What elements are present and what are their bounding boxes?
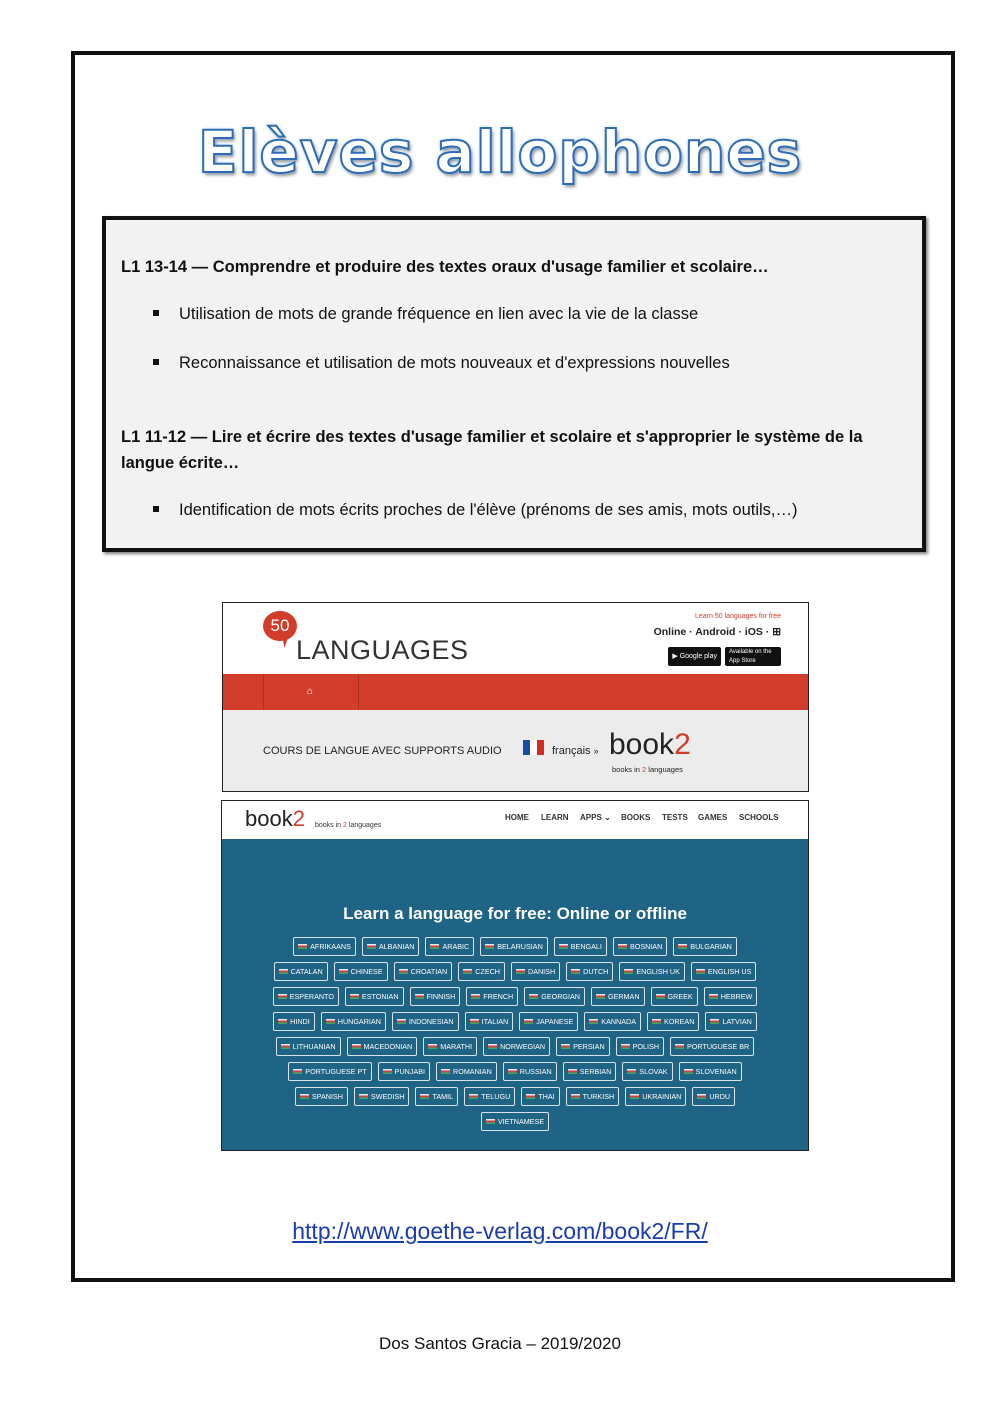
menu-schools[interactable]: SCHOOLS <box>739 813 779 822</box>
language-row <box>222 962 808 981</box>
language-row <box>222 1062 808 1081</box>
language-button[interactable]: GREEK <box>651 987 698 1006</box>
flag-icon <box>697 1094 706 1099</box>
flag-icon <box>684 1069 693 1074</box>
flag-icon <box>624 969 633 974</box>
language-button[interactable]: CHINESE <box>334 962 388 981</box>
language-button[interactable]: BELARUSIAN <box>480 937 548 956</box>
language-button[interactable]: ROMANIAN <box>436 1062 497 1081</box>
objective-bullet: Utilisation de mots de grande fréquence en lien avec la vie de la classe <box>153 305 698 324</box>
flag-icon <box>678 944 687 949</box>
language-label[interactable]: français » <box>552 745 599 757</box>
objectives-box <box>102 216 926 552</box>
book2-tagline: books in 2 languages <box>612 765 683 774</box>
language-row <box>222 1087 808 1106</box>
language-button[interactable]: DUTCH <box>566 962 613 981</box>
flag-icon <box>383 1069 392 1074</box>
language-button[interactable]: CZECH <box>458 962 505 981</box>
language-button[interactable]: MACEDONIAN <box>347 1037 418 1056</box>
flag-icon <box>367 944 376 949</box>
flag-icon <box>524 1019 533 1024</box>
book2-logo[interactable]: book2 <box>245 806 305 831</box>
language-button[interactable]: UKRAINIAN <box>625 1087 686 1106</box>
language-button[interactable]: URDU <box>692 1087 735 1106</box>
flag-icon <box>279 969 288 974</box>
language-button[interactable]: PORTUGUESE BR <box>670 1037 754 1056</box>
flag-icon <box>428 1044 437 1049</box>
language-button[interactable]: FINNISH <box>410 987 461 1006</box>
language-button[interactable]: BENGALI <box>554 937 607 956</box>
logo-bubble: 50 <box>263 611 297 641</box>
language-row <box>222 1037 808 1056</box>
language-button[interactable]: AFRIKAANS <box>293 937 356 956</box>
language-button[interactable]: PORTUGUESE PT <box>288 1062 371 1081</box>
language-button[interactable]: JAPANESE <box>519 1012 578 1031</box>
language-button[interactable]: LITHUANIAN <box>276 1037 341 1056</box>
language-button[interactable]: ESTONIAN <box>345 987 404 1006</box>
language-button[interactable]: SERBIAN <box>563 1062 617 1081</box>
language-button[interactable]: BULGARIAN <box>673 937 737 956</box>
flag-icon <box>339 969 348 974</box>
book2-hero <box>222 839 808 1150</box>
language-button[interactable]: ESPERANTO <box>273 987 339 1006</box>
flag-icon <box>326 1019 335 1024</box>
language-button[interactable]: INDONESIAN <box>392 1012 459 1031</box>
google-play-badge[interactable]: ▶ Google play <box>668 647 721 666</box>
flag-icon <box>571 1094 580 1099</box>
language-button[interactable]: ENGLISH UK <box>619 962 685 981</box>
flag-icon <box>696 969 705 974</box>
bullet-icon <box>153 506 159 512</box>
flag-icon <box>621 1044 630 1049</box>
language-button[interactable]: TAMIL <box>415 1087 458 1106</box>
flag-icon <box>488 1044 497 1049</box>
flag-icon <box>298 944 307 949</box>
france-flag-icon <box>523 740 544 755</box>
language-button[interactable]: GERMAN <box>591 987 645 1006</box>
flag-icon <box>571 969 580 974</box>
language-row <box>222 1112 808 1131</box>
flag-icon <box>399 969 408 974</box>
language-button[interactable]: PUNJABI <box>378 1062 430 1081</box>
language-button[interactable]: TURKISH <box>566 1087 620 1106</box>
language-button[interactable]: SPANISH <box>295 1087 348 1106</box>
language-button[interactable]: GEORGIAN <box>524 987 585 1006</box>
flag-icon <box>627 1069 636 1074</box>
flag-icon <box>441 1069 450 1074</box>
menu-books[interactable]: BOOKS <box>621 813 651 822</box>
language-row <box>222 1012 808 1031</box>
objective-heading-1: L1 13-14 — Comprendre et produire des textes oraux d'usage familier et scolaire… <box>121 258 769 276</box>
flag-icon <box>561 1044 570 1049</box>
nav-bar <box>223 674 808 710</box>
language-button[interactable]: THAI <box>521 1087 559 1106</box>
logo-text: LANGUAGES <box>296 635 469 665</box>
app-store-badge[interactable]: Available on the App Store <box>725 647 781 666</box>
language-button[interactable]: TELUGU <box>464 1087 515 1106</box>
language-button[interactable]: POLISH <box>616 1037 664 1056</box>
language-button[interactable]: HEBREW <box>704 987 758 1006</box>
language-button[interactable]: SLOVENIAN <box>679 1062 742 1081</box>
language-button[interactable]: NORWEGIAN <box>483 1037 550 1056</box>
flag-icon <box>300 1094 309 1099</box>
language-button[interactable]: CATALAN <box>274 962 328 981</box>
menu-tests[interactable]: TESTS <box>662 813 688 822</box>
language-button[interactable]: SWEDISH <box>354 1087 410 1106</box>
flag-icon <box>652 1019 661 1024</box>
language-button[interactable]: HINDI <box>273 1012 315 1031</box>
language-button[interactable]: DANISH <box>511 962 560 981</box>
flag-icon <box>430 944 439 949</box>
language-button[interactable]: SLOVAK <box>622 1062 672 1081</box>
menu-learn[interactable]: LEARN <box>541 813 569 822</box>
flag-icon <box>675 1044 684 1049</box>
flag-icon <box>281 1044 290 1049</box>
flag-icon <box>529 994 538 999</box>
flag-icon <box>709 994 718 999</box>
flag-icon <box>470 1019 479 1024</box>
flag-icon <box>630 1094 639 1099</box>
platforms-text: Online · Android · iOS · ⊞ <box>653 626 781 638</box>
flag-icon <box>508 1069 517 1074</box>
language-button[interactable]: ITALIAN <box>465 1012 514 1031</box>
flag-icon <box>278 994 287 999</box>
language-button[interactable]: ENGLISH US <box>691 962 757 981</box>
flag-icon <box>350 994 359 999</box>
language-button[interactable]: HUNGARIAN <box>321 1012 386 1031</box>
language-button[interactable]: BOSNIAN <box>613 937 667 956</box>
flag-icon <box>471 994 480 999</box>
language-grid <box>222 937 808 1137</box>
menu-home[interactable]: HOME <box>505 813 529 822</box>
flag-icon <box>656 994 665 999</box>
book2-logo[interactable]: book2 <box>609 728 691 761</box>
flag-icon <box>420 1094 429 1099</box>
website-link[interactable]: http://www.goethe-verlag.com/book2/FR/ <box>292 1218 708 1244</box>
home-icon[interactable]: ⌂ <box>307 686 314 697</box>
language-button[interactable]: KOREAN <box>647 1012 699 1031</box>
bullet-icon <box>153 310 159 316</box>
bullet-icon <box>153 359 159 365</box>
flag-icon <box>526 1094 535 1099</box>
flag-icon <box>359 1094 368 1099</box>
flag-icon <box>293 1069 302 1074</box>
language-button[interactable]: ALBANIAN <box>362 937 420 956</box>
language-button[interactable]: CROATIAN <box>394 962 453 981</box>
objective-bullet: Reconnaissance et utilisation de mots nouveaux et d'expressions nouvelles <box>153 354 730 373</box>
hero-heading: Learn a language for free: Online or offline <box>343 904 687 923</box>
footer-author: Dos Santos Gracia – 2019/2020 <box>379 1334 621 1353</box>
language-button[interactable]: ARABIC <box>425 937 474 956</box>
learn-free-text: Learn 50 languages for free <box>694 613 781 620</box>
menu-games[interactable]: GAMES <box>698 813 728 822</box>
flag-icon <box>352 1044 361 1049</box>
language-button[interactable]: PERSIAN <box>556 1037 610 1056</box>
flag-icon <box>618 944 627 949</box>
language-button[interactable]: FRENCH <box>466 987 518 1006</box>
language-button[interactable]: MARATHI <box>423 1037 477 1056</box>
course-text: COURS DE LANGUE AVEC SUPPORTS AUDIO <box>263 745 502 757</box>
book2-tagline: books in 2 languages <box>315 822 382 829</box>
language-row <box>222 937 808 956</box>
flag-icon <box>559 944 568 949</box>
language-button[interactable]: RUSSIAN <box>503 1062 557 1081</box>
flag-icon <box>596 994 605 999</box>
flag-icon <box>397 1019 406 1024</box>
objective-heading-2: L1 11-12 — Lire et écrire des textes d'usage familier et scolaire et s'approprier le système de la langue écrite… <box>121 428 863 472</box>
page-title: Elèves allophones <box>197 118 803 186</box>
flag-icon <box>469 1094 478 1099</box>
flag-icon <box>710 1019 719 1024</box>
screenshot-50languages <box>222 602 809 792</box>
language-button[interactable]: LATVIAN <box>705 1012 756 1031</box>
book2-header <box>222 801 808 839</box>
menu-apps[interactable]: APPS ⌄ <box>580 813 611 822</box>
flag-icon <box>568 1069 577 1074</box>
language-row <box>222 987 808 1006</box>
course-band <box>223 710 808 791</box>
flag-icon <box>486 1119 495 1124</box>
flag-icon <box>278 1019 287 1024</box>
flag-icon <box>485 944 494 949</box>
flag-icon <box>463 969 472 974</box>
screenshot-book2 <box>221 800 809 1151</box>
objective-bullet: Identification de mots écrits proches de l'élève (prénoms de ses amis, mots outils,…) <box>153 501 798 520</box>
language-button[interactable]: KANNADA <box>584 1012 641 1031</box>
flag-icon <box>589 1019 598 1024</box>
flag-icon <box>415 994 424 999</box>
language-button[interactable]: VIETNAMESE <box>481 1112 549 1131</box>
flag-icon <box>516 969 525 974</box>
